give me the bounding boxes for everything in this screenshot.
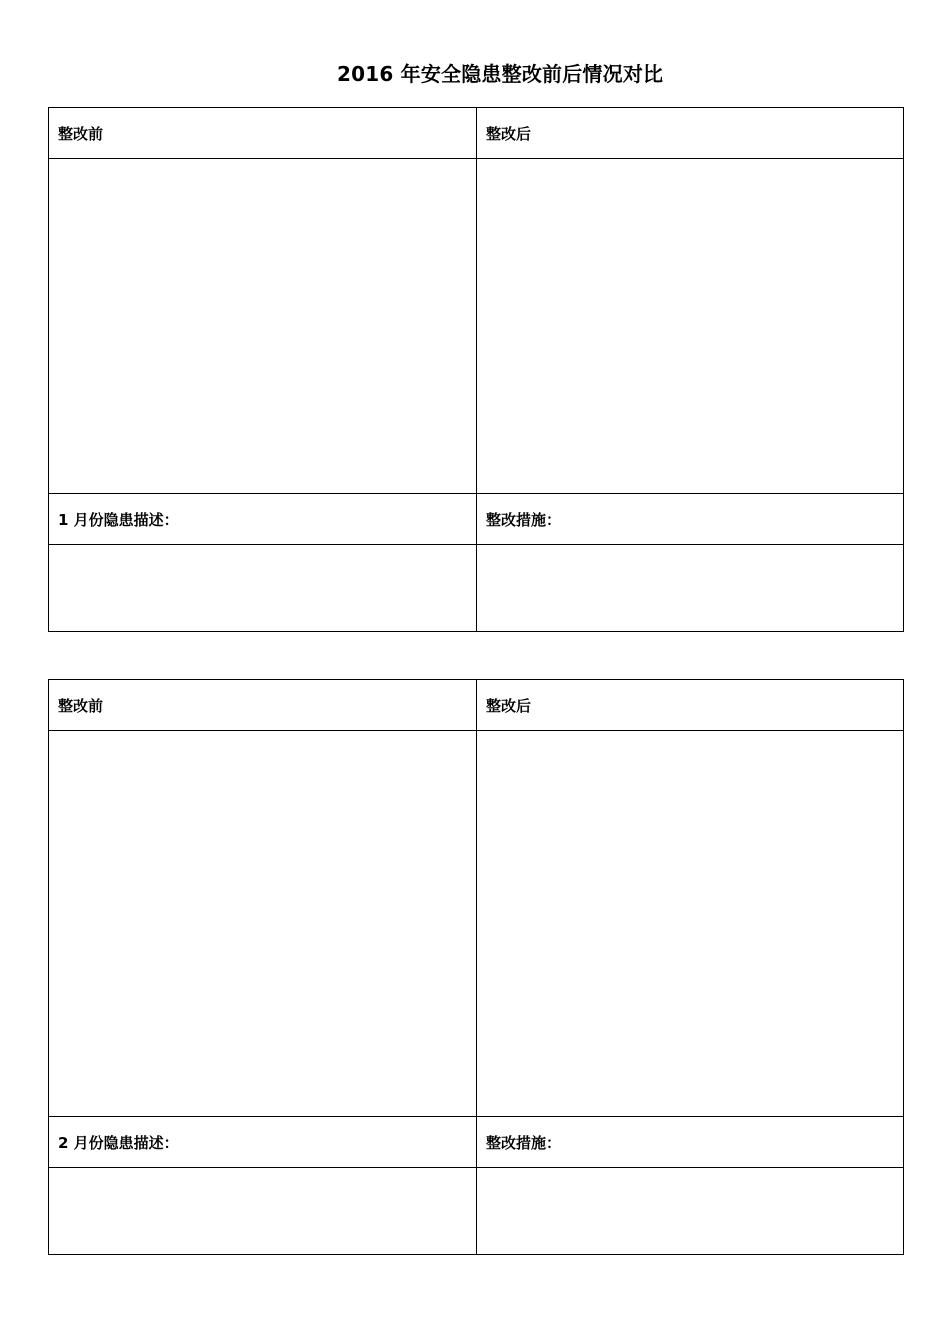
hazard-description-label: 2 月份隐患描述：	[49, 1117, 477, 1168]
before-header-cell: 整改前	[49, 680, 477, 731]
rectification-measures-label: 整改措施：	[477, 494, 904, 545]
rectification-measures-label: 整改措施：	[477, 1117, 904, 1168]
hazard-description-label: 1 月份隐患描述：	[49, 494, 477, 545]
table-header-row	[49, 108, 904, 159]
description-label-row	[49, 1117, 904, 1168]
description-content-row	[49, 545, 904, 632]
table-header-row	[49, 680, 904, 731]
rectification-measures-cell	[477, 545, 904, 632]
before-header-cell: 整改前	[49, 108, 477, 159]
after-photo-cell	[477, 159, 904, 494]
photo-row	[49, 731, 904, 1117]
hazard-description-cell	[49, 545, 477, 632]
after-header-cell: 整改后	[477, 680, 904, 731]
after-header-cell: 整改后	[477, 108, 904, 159]
photo-row	[49, 159, 904, 494]
comparison-table-february	[48, 679, 904, 1255]
after-photo-cell	[477, 731, 904, 1117]
description-label-row	[49, 494, 904, 545]
rectification-measures-cell	[477, 1168, 904, 1255]
before-photo-cell	[49, 731, 477, 1117]
description-content-row	[49, 1168, 904, 1255]
hazard-description-cell	[49, 1168, 477, 1255]
before-photo-cell	[49, 159, 477, 494]
page-title: 2016 年安全隐患整改前后情况对比	[337, 62, 664, 86]
comparison-table-january	[48, 107, 904, 632]
